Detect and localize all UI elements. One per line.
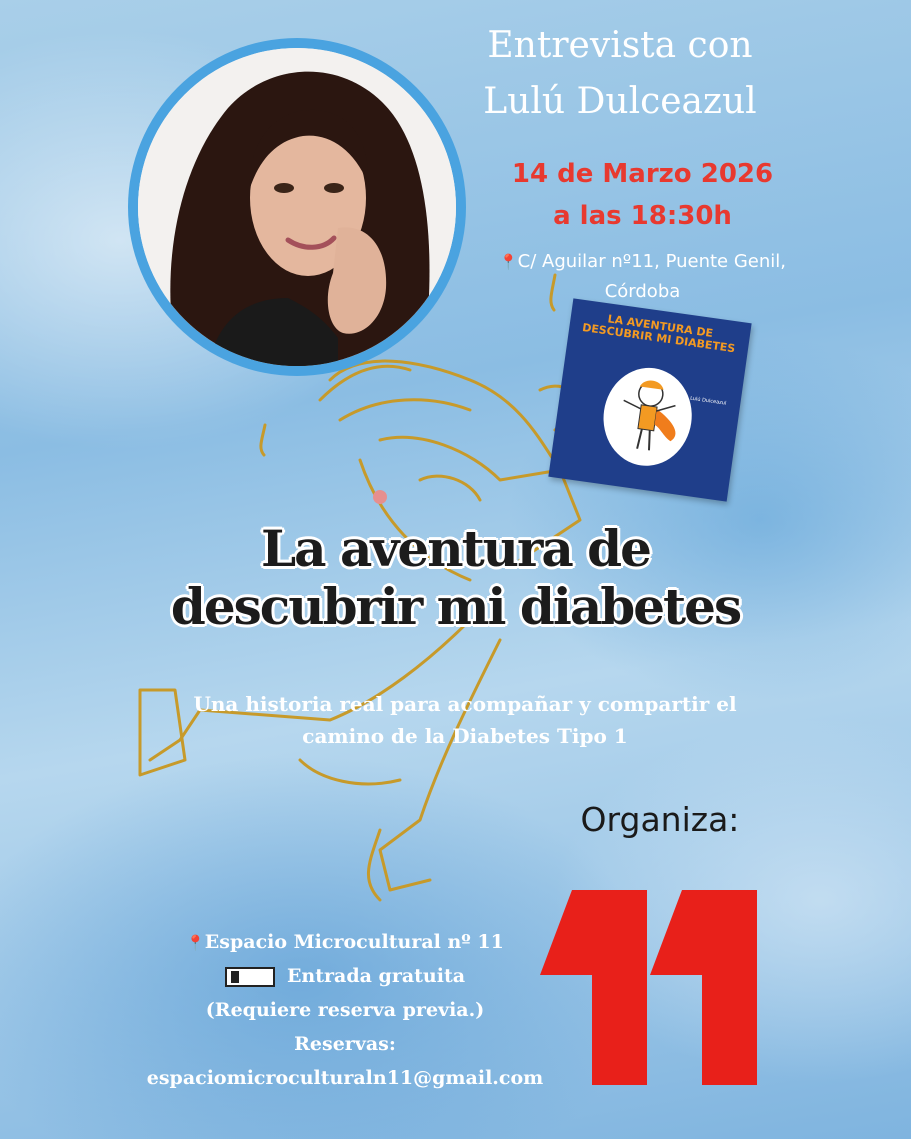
heading-line-1: Entrevista con (487, 25, 753, 66)
book-title (100, 520, 811, 636)
book-title-line-1: La aventura de (261, 519, 650, 578)
heading-line-2: Lulú Dulceazul (483, 81, 757, 122)
event-address (470, 248, 815, 276)
author-photo (138, 48, 456, 366)
venue-name: Espacio Microcultural nº 11 (204, 931, 504, 953)
map-pin-icon: 📍 (498, 253, 518, 271)
reservations-label: Reservas: (294, 1033, 396, 1055)
book-subtitle (170, 688, 760, 752)
address-line-2: Córdoba (604, 281, 681, 302)
reservations-email[interactable]: espaciomicroculturaln11@gmail.com (146, 1067, 544, 1089)
address-line-1: C/ Aguilar nº11, Puente Genil, (517, 251, 787, 272)
event-date: 14 de Marzo 2026 (511, 159, 774, 189)
author-photo-frame (128, 38, 466, 376)
interview-heading (440, 18, 800, 130)
venue-line (110, 926, 580, 959)
reservation-note: (Requiere reserva previa.) (205, 999, 485, 1021)
book-title-line-2: descubrir mi diabetes (170, 577, 741, 636)
map-pin-icon: 📍 (186, 934, 205, 952)
ticket-icon (225, 967, 275, 987)
book-cover-author: Lulú Dulceazul (689, 395, 727, 407)
book-cover (548, 298, 751, 501)
subtitle-line-1: Una historia real para acompañar y compartir el (193, 692, 737, 716)
event-time: a las 18:30h (553, 201, 732, 231)
book-cover-title: LA AVENTURA DE DESCUBRIR MI DIABETES (581, 312, 736, 356)
entry-line (110, 960, 580, 992)
subtitle-line-2: camino de la Diabetes Tipo 1 (302, 724, 628, 748)
book-cover-illustration (597, 362, 698, 471)
organizer-label: Organiza: (580, 800, 740, 839)
entry-text: Entrada gratuita (286, 965, 466, 987)
